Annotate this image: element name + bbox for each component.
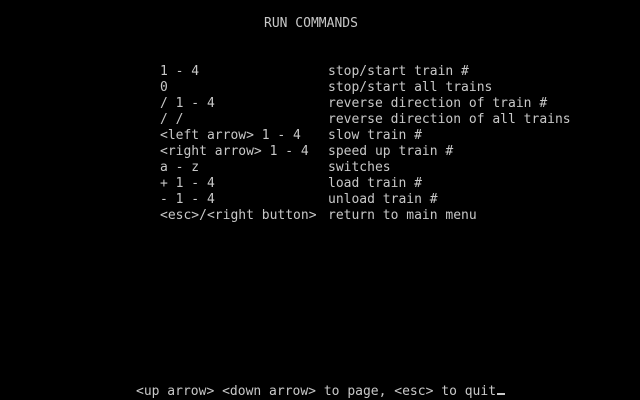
command-description: slow train # — [328, 128, 422, 143]
command-description: stop/start all trains — [328, 80, 493, 95]
command-key: - 1 - 4 — [160, 192, 215, 207]
footer-hint — [136, 384, 505, 400]
command-key: <esc>/<right button> — [160, 208, 317, 223]
command-key: 0 — [160, 80, 168, 95]
command-key: <right arrow> 1 - 4 — [160, 144, 309, 159]
command-key: / / — [160, 112, 184, 127]
command-key: <left arrow> 1 - 4 — [160, 128, 301, 143]
command-description: speed up train # — [328, 144, 454, 159]
command-key: 1 - 4 — [160, 64, 200, 79]
footer-text: <up arrow> <down arrow> to page, <esc> to quit — [136, 384, 497, 399]
page-title: RUN COMMANDS — [264, 16, 358, 31]
command-description: load train # — [328, 176, 422, 191]
command-description: reverse direction of train # — [328, 96, 548, 111]
command-key: a - z — [160, 160, 200, 175]
text-cursor — [497, 393, 505, 395]
command-description: return to main menu — [328, 208, 477, 223]
command-key: / 1 - 4 — [160, 96, 215, 111]
command-description: stop/start train # — [328, 64, 469, 79]
command-description: switches — [328, 160, 391, 175]
command-description: reverse direction of all trains — [328, 112, 571, 127]
command-key: + 1 - 4 — [160, 176, 215, 191]
command-description: unload train # — [328, 192, 438, 207]
